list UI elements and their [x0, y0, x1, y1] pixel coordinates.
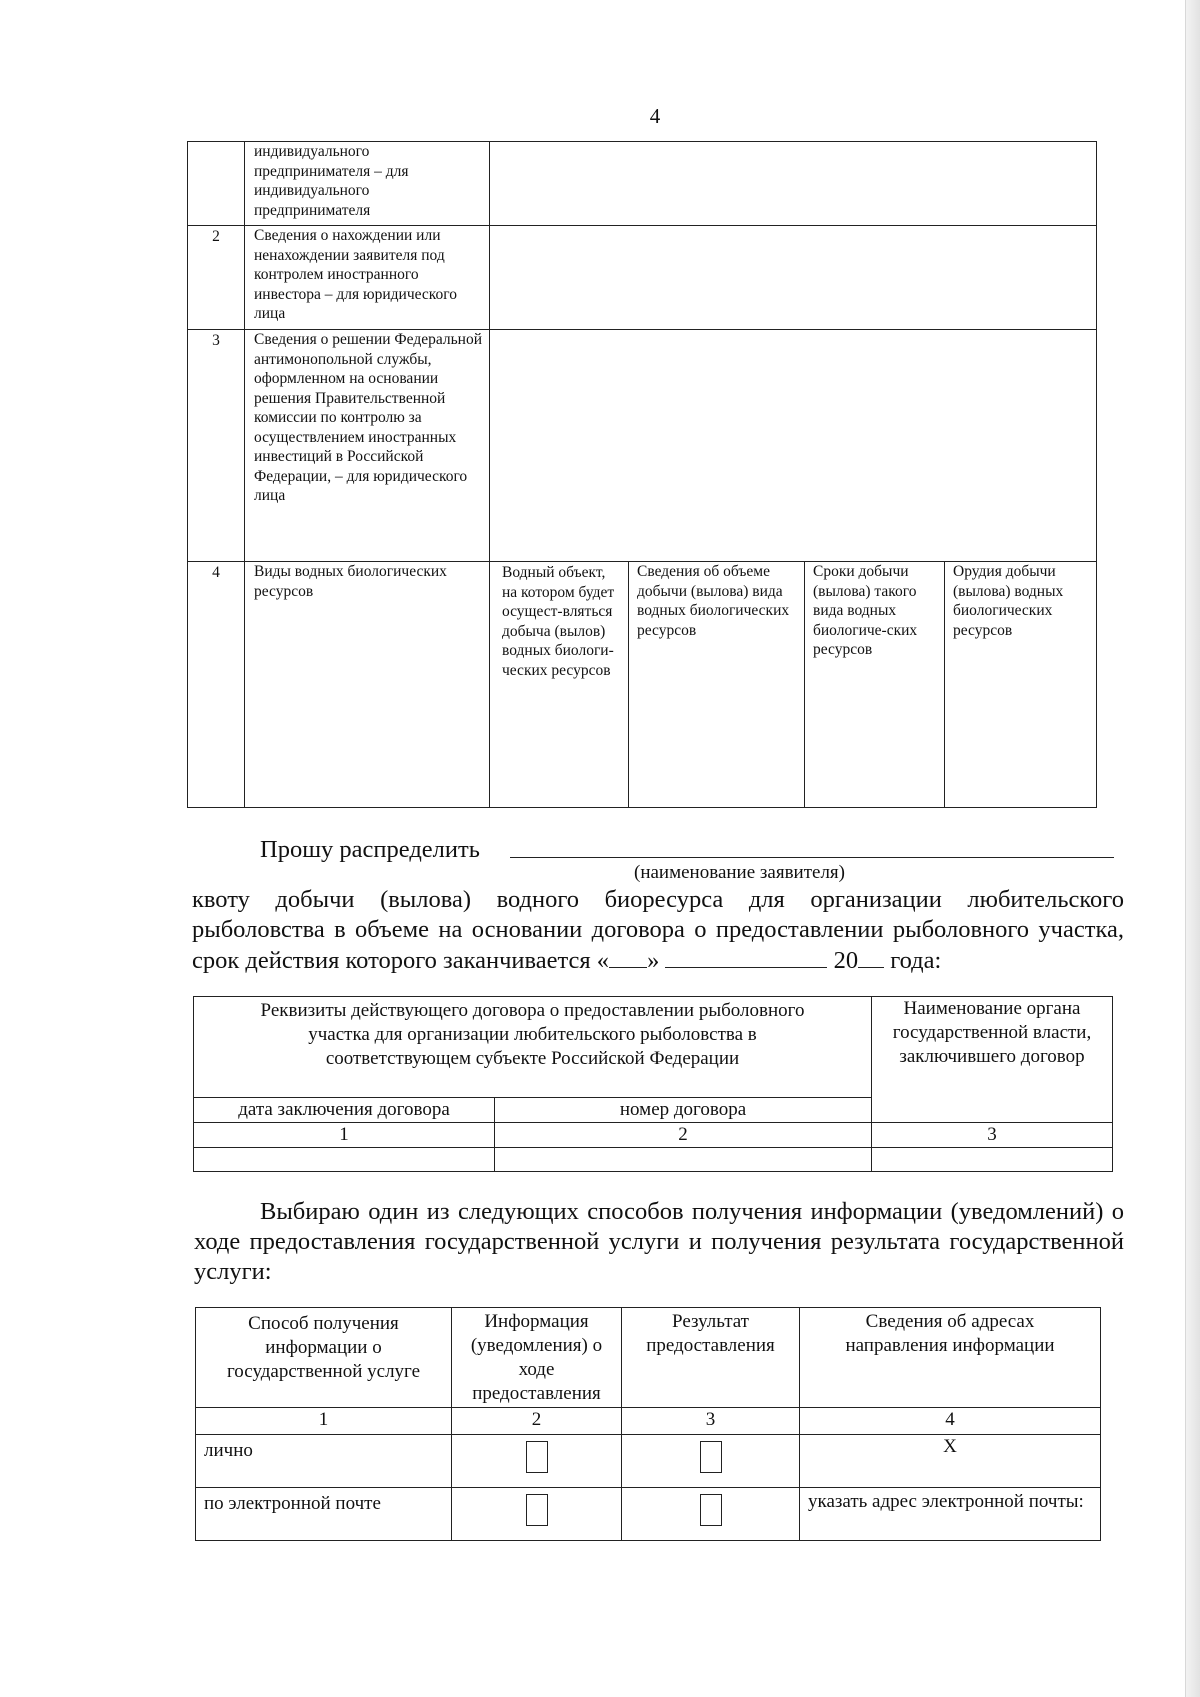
authority-cell[interactable]	[872, 1148, 1113, 1172]
year-prefix: 20	[833, 947, 859, 974]
row-number: 4	[188, 562, 245, 808]
catch-volume-header: Сведения об объеме добычи (вылова) вида водных биологических ресурсов	[629, 562, 805, 808]
table-row	[196, 1408, 1101, 1435]
address-cell: X	[800, 1435, 1101, 1488]
email-progress-checkbox[interactable]	[526, 1494, 548, 1526]
col-number: 2	[495, 1123, 872, 1148]
info-table	[187, 141, 1097, 808]
method-email: по электронной почте	[196, 1488, 452, 1541]
row-label: Сведения о решении Федеральной антимонопольной службы, оформленном на основании решения Правительственной комиссии по контролю за осуществлением иностранных инвестиций в Российской Федерации, – для юридического лица	[245, 330, 490, 562]
progress-info-header: Информация (уведомления) о ходе предоставления	[452, 1308, 622, 1408]
table-row	[188, 562, 1097, 808]
request-text: Прошу распределить	[260, 836, 480, 863]
month-blank[interactable]	[665, 945, 827, 968]
table-header-row	[194, 997, 1113, 1098]
choose-paragraph: Выбираю один из следующих способов получения информации (уведомлений) о ходе предоставления государственной услуги и получения результата государственной услуги:	[194, 1198, 1124, 1285]
row-value	[490, 226, 1097, 330]
table-row	[196, 1488, 1101, 1541]
col-number: 3	[622, 1408, 800, 1435]
page-edge	[1185, 0, 1200, 1697]
in-person-progress-checkbox[interactable]	[526, 1441, 548, 1473]
water-body-header: Водный объект, на котором будет осущест-вляться добыча (вылов) водных биологи-ческих ресурсов	[490, 562, 629, 808]
row-label: Виды водных биологических ресурсов	[245, 562, 490, 808]
row-label: индивидуального предпринимателя – для индивидуального предпринимателя	[245, 142, 490, 226]
applicant-caption: (наименование заявителя)	[634, 862, 845, 883]
result-checkbox-cell	[622, 1488, 800, 1541]
contract-table	[193, 996, 1113, 1172]
year-blank[interactable]	[858, 945, 884, 968]
address-header: Сведения об адресах направления информации	[800, 1308, 1101, 1408]
day-blank[interactable]	[609, 945, 647, 968]
authority-header: Наименование органа государственной власти, заключившего договор	[872, 997, 1113, 1123]
page-number: 4	[649, 104, 661, 128]
row-value	[490, 142, 1097, 226]
col-number: 2	[452, 1408, 622, 1435]
contract-details-header: Реквизиты действующего договора о предоставлении рыболовного участка для организации любительского рыболовства в соответствующем субъекте Российской Федерации	[194, 997, 872, 1098]
row-value	[490, 330, 1097, 562]
quote-close: »	[647, 947, 660, 974]
catch-period-header: Сроки добычи (вылова) такого вида водных биологиче-ских ресурсов	[805, 562, 945, 808]
result-header: Результат предоставления	[622, 1308, 800, 1408]
contract-date-header: дата заключения договора	[194, 1098, 495, 1123]
progress-checkbox-cell	[452, 1488, 622, 1541]
contract-date-cell[interactable]	[194, 1148, 495, 1172]
email-result-checkbox[interactable]	[700, 1494, 722, 1526]
col-number: 1	[194, 1123, 495, 1148]
table-row	[188, 226, 1097, 330]
col-number: 4	[800, 1408, 1101, 1435]
email-address-cell[interactable]: указать адрес электронной почты:	[800, 1488, 1101, 1541]
year-suffix: года:	[890, 947, 942, 974]
quota-text: квоту добычи (вылова) водного биоресурса для организации любительского рыболовства в объеме на основании договора о предоставлении рыболовного участка, срок действия которого заканчивается «	[192, 886, 1124, 974]
applicant-name-line[interactable]	[510, 857, 1114, 858]
row-label: Сведения о нахождении или ненахождении заявителя под контролем иностранного инвестора – для юридического лица	[245, 226, 490, 330]
row-number: 2	[188, 226, 245, 330]
in-person-result-checkbox[interactable]	[700, 1441, 722, 1473]
contract-number-header: номер договора	[495, 1098, 872, 1123]
result-checkbox-cell	[622, 1435, 800, 1488]
col-number: 3	[872, 1123, 1113, 1148]
table-row	[188, 142, 1097, 226]
table-row	[194, 1123, 1113, 1148]
table-row[interactable]	[194, 1148, 1113, 1172]
method-in-person: лично	[196, 1435, 452, 1488]
method-header: Способ получения информации о государственной услуге	[196, 1308, 452, 1408]
row-number	[188, 142, 245, 226]
row-number: 3	[188, 330, 245, 562]
table-row	[196, 1435, 1101, 1488]
col-number: 1	[196, 1408, 452, 1435]
table-header-row	[196, 1308, 1101, 1408]
fishing-gear-header: Орудия добычи (вылова) водных биологических ресурсов	[945, 562, 1097, 808]
table-row	[188, 330, 1097, 562]
quota-paragraph	[192, 885, 1124, 976]
progress-checkbox-cell	[452, 1435, 622, 1488]
contract-number-cell[interactable]	[495, 1148, 872, 1172]
notification-method-table	[195, 1307, 1101, 1541]
